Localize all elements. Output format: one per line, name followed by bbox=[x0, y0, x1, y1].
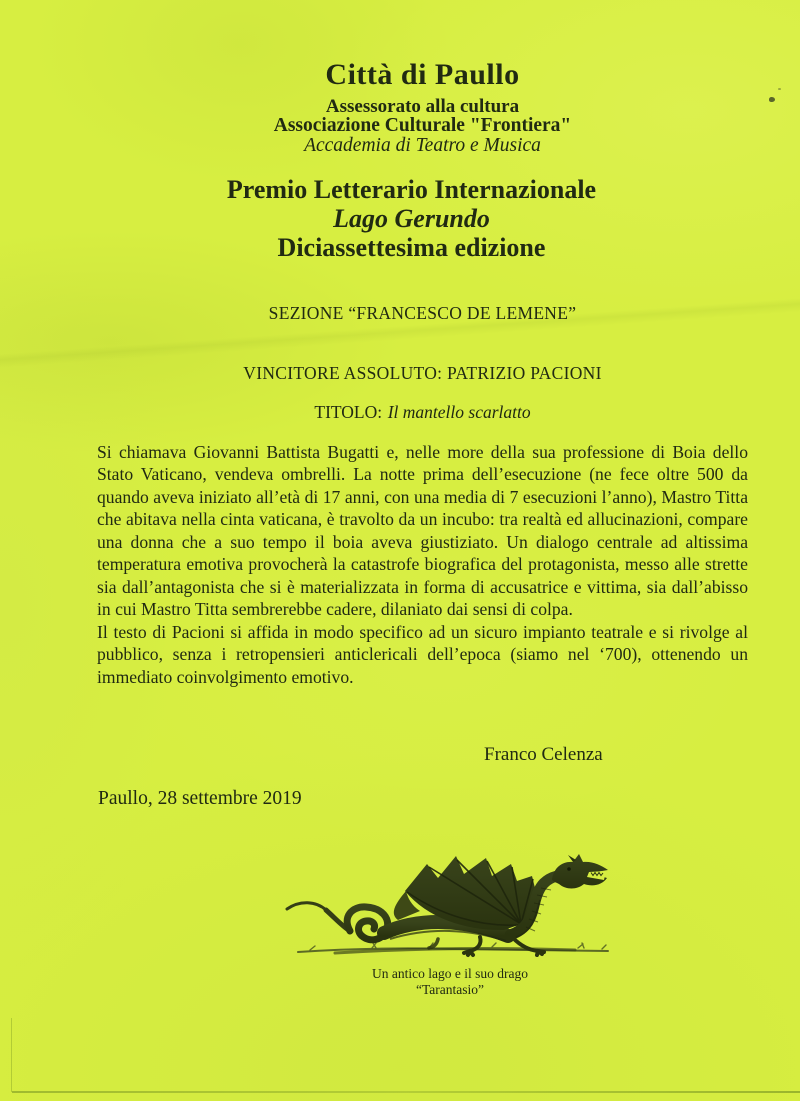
ground-line bbox=[298, 943, 608, 953]
award-title-block bbox=[86, 175, 737, 262]
award-subtitle: Lago Gerundo bbox=[333, 204, 490, 233]
citation-paragraph-1: Si chiamava Giovanni Battista Bugatti e, nelle more della sua professione di Boia dello Stato Vaticano, vendeva ombrelli. La notte prima dell’esecuzione (ne fece oltre 500 da quando aveva iniziato all’età di 17 anni, con una media di 7 esecuzioni l’anno), Mastro Titta che abitava nella cinta vaticana, è travolto da un incubo: tra realtà ed allucinazioni, compare una donna che a suo tempo il boia aveva giustiziato. Un dialogo centrale ad altissima temperatura emotiva provocherà la catastrofe biografica del protagonista, messo alle strette sia dall’antagonista che si è materializzata in forma di accusatrice e vittima, sia dall’abisso in cui Mastro Titta sembrerebbe cadere, dilaniato dai sensi di colpa. bbox=[97, 442, 748, 620]
award-edition: Diciassettesima edizione bbox=[277, 233, 546, 262]
header-department: Assessorato alla cultura bbox=[325, 96, 520, 117]
award-name: Premio Letterario Internazionale bbox=[226, 175, 597, 204]
signature-name: Franco Celenza bbox=[484, 744, 603, 765]
place-and-date: Paullo, 28 settembre 2019 bbox=[98, 788, 302, 809]
illustration-caption bbox=[280, 966, 620, 997]
jury-citation bbox=[97, 441, 748, 688]
citation-paragraph-2: Il testo di Pacioni si affida in modo specifico ad un sicuro impianto teatrale e si rivolge al pubblico, senza i retropensieri anticlericali dell’epoca (siamo nel ‘700), ottenendo un immediato coinvolgimento emotivo. bbox=[97, 621, 748, 687]
ink-speck-small bbox=[778, 88, 781, 90]
dragon-legs bbox=[429, 937, 544, 955]
dragon-engraving-icon bbox=[280, 851, 620, 967]
ink-speck bbox=[769, 97, 775, 102]
caption-line-2: “Tarantasio” bbox=[415, 981, 484, 997]
dragon-head bbox=[552, 854, 608, 889]
work-title-line bbox=[97, 402, 748, 423]
work-title-label: TITOLO: bbox=[314, 402, 383, 422]
header-association: Associazione Culturale "Frontiera" bbox=[273, 115, 572, 136]
paper-bottom-edge bbox=[12, 1091, 800, 1093]
header-academy: Accademia di Teatro e Musica bbox=[304, 135, 541, 156]
caption-line-1: Un antico lago e il suo drago bbox=[372, 966, 528, 981]
page-title: Città di Paullo bbox=[325, 58, 520, 91]
paper-left-edge bbox=[11, 1018, 12, 1092]
winner-announcement: VINCITORE ASSOLUTO: PATRIZIO PACIONI bbox=[243, 363, 602, 383]
dragon-tail bbox=[287, 903, 388, 940]
section-heading: SEZIONE “FRANCESCO DE LEMENE” bbox=[268, 303, 577, 323]
work-title-value: Il mantello scarlatto bbox=[387, 402, 531, 422]
